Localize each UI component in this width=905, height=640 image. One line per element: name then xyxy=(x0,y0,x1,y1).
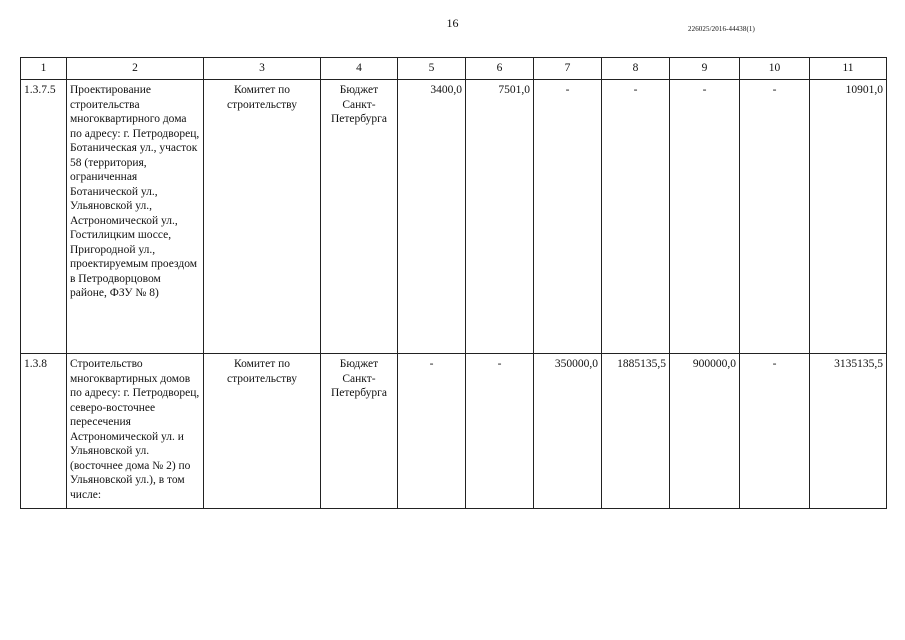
header-cell: 9 xyxy=(670,58,740,80)
row-description: Проектирование строительства многоквартирного дома по адресу: г. Петродворец, Ботаническая ул., участок 58 (территория, ограниченная Ботанической ул., Ульяновской ул., Астрономической ул., Гостилицким шоссе, Пригородной ул., проектируемым проездом в Петродворцовом районе, ФЗУ № 8) xyxy=(67,80,204,354)
row-col5-value: - xyxy=(398,354,466,509)
header-row xyxy=(21,58,887,80)
header-cell: 4 xyxy=(321,58,398,80)
header-cell: 5 xyxy=(398,58,466,80)
row-col8-value: - xyxy=(602,80,670,354)
table-row xyxy=(21,80,887,354)
row-col10-value: - xyxy=(740,354,810,509)
row-col6-value: - xyxy=(466,354,534,509)
header-cell: 7 xyxy=(534,58,602,80)
row-col6-value: 7501,0 xyxy=(466,80,534,354)
row-code: 1.3.8 xyxy=(21,354,67,509)
header-cell: 2 xyxy=(67,58,204,80)
budget-table xyxy=(20,57,887,509)
row-col8-value: 1885135,5 xyxy=(602,354,670,509)
row-col10-value: - xyxy=(740,80,810,354)
row-executor: Комитет по строительству xyxy=(204,80,321,354)
row-total-value: 3135135,5 xyxy=(810,354,887,509)
row-col9-value: 900000,0 xyxy=(670,354,740,509)
table-row xyxy=(21,354,887,509)
row-col7-value: - xyxy=(534,80,602,354)
header-cell: 6 xyxy=(466,58,534,80)
document-code: 226025/2016-44438(1) xyxy=(688,25,755,33)
row-total-value: 10901,0 xyxy=(810,80,887,354)
row-col7-value: 350000,0 xyxy=(534,354,602,509)
row-code: 1.3.7.5 xyxy=(21,80,67,354)
row-funding-source: Бюджет Санкт-Петербурга xyxy=(321,354,398,509)
row-col5-value: 3400,0 xyxy=(398,80,466,354)
header-cell: 10 xyxy=(740,58,810,80)
row-col9-value: - xyxy=(670,80,740,354)
header-cell: 1 xyxy=(21,58,67,80)
row-executor: Комитет по строительству xyxy=(204,354,321,509)
header-cell: 3 xyxy=(204,58,321,80)
page-number: 16 xyxy=(446,16,459,30)
header-cell: 8 xyxy=(602,58,670,80)
header-cell: 11 xyxy=(810,58,887,80)
row-description: Строительство многоквартирных домов по адресу: г. Петродворец, северо-восточнее пересечения Астрономической ул. и Ульяновской ул. (восточнее дома № 2) по Ульяновской ул.), в том числе: xyxy=(67,354,204,509)
row-funding-source: Бюджет Санкт-Петербурга xyxy=(321,80,398,354)
